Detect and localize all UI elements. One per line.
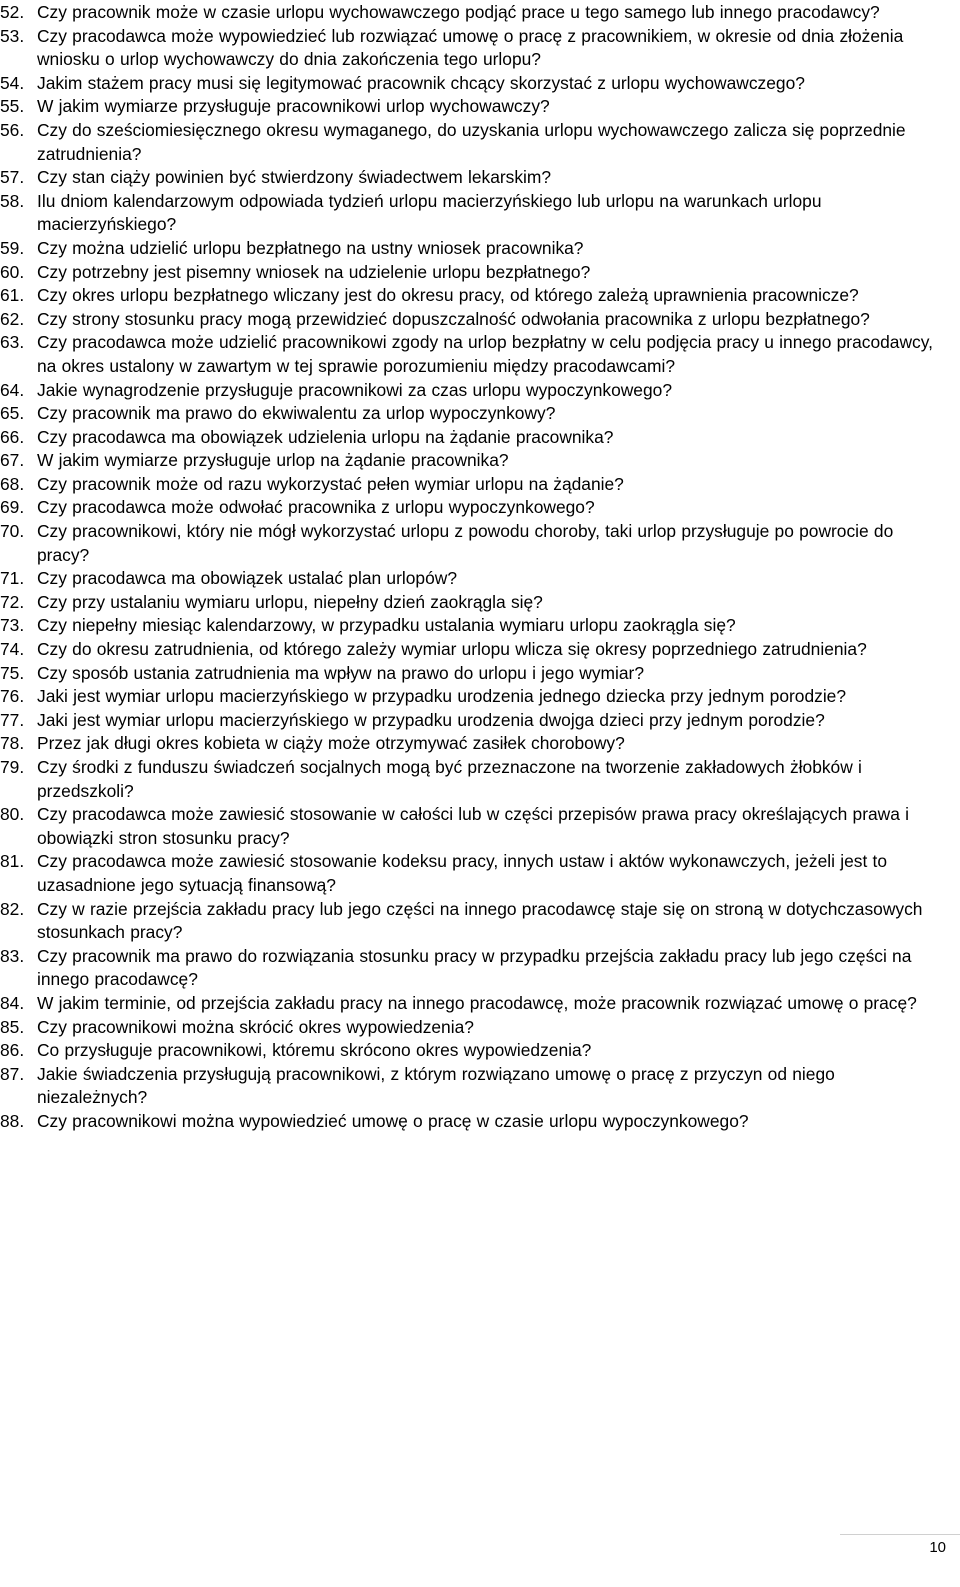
question-number: 79. <box>0 757 25 777</box>
question-text: Czy okres urlopu bezpłatnego wliczany jest do okresu pracy, od którego zależą uprawnienia pracownicze? <box>37 285 859 306</box>
question-item <box>0 284 940 308</box>
question-number: 84. <box>0 992 25 1013</box>
question-item <box>0 72 940 96</box>
question-item <box>0 1110 940 1134</box>
question-item <box>0 190 940 237</box>
question-item <box>0 1016 940 1040</box>
question-item <box>0 1063 940 1110</box>
question-item <box>0 473 940 497</box>
question-text: Czy do okresu zatrudnienia, od którego zależy wymiar urlopu wlicza się okresy poprzedniego zatrudnienia? <box>37 639 867 660</box>
question-item <box>0 25 940 72</box>
question-text: Czy pracodawca może zawiesić stosowanie w całości lub w części przepisów prawa pracy określających prawa i obowiązki stron stosunku pracy? <box>37 804 910 848</box>
question-item <box>0 166 940 190</box>
question-text: Czy pracownik ma prawo do ekwiwalentu za urlop wypoczynkowy? <box>37 403 556 424</box>
question-text: Jaki jest wymiar urlopu macierzyńskiego w przypadku urodzenia jednego dziecka przy jednym porodzie? <box>37 686 847 707</box>
question-item <box>0 638 940 662</box>
question-text: Czy pracodawca może odwołać pracownika z urlopu wypoczynkowego? <box>37 497 595 518</box>
question-number: 58. <box>0 190 25 211</box>
question-text: Jakim stażem pracy musi się legitymować pracownik chcący skorzystać z urlopu wychowawczego? <box>37 72 805 93</box>
question-item <box>0 119 940 166</box>
question-text: Co przysługuje pracownikowi, któremu skrócono okres wypowiedzenia? <box>37 1040 592 1061</box>
question-text: Czy pracownikowi, który nie mógł wykorzystać urlopu z powodu choroby, taki urlop przysługuje po powrocie do pracy? <box>37 521 894 565</box>
question-number: 64. <box>0 379 25 400</box>
question-text: Czy pracownik może w czasie urlopu wychowawczego podjąć prace u tego samego lub innego pracodawcy? <box>37 2 880 22</box>
question-number: 71. <box>0 568 25 589</box>
question-text: Czy pracownik może od razu wykorzystać pełen wymiar urlopu na żądanie? <box>37 473 624 494</box>
question-number: 52. <box>0 2 25 22</box>
question-number: 74. <box>0 639 25 660</box>
question-item <box>0 379 940 403</box>
question-text: Czy pracownik ma prawo do rozwiązania stosunku pracy w przypadku przejścia zakładu pracy lub jego części na innego pracodawcę? <box>37 945 912 990</box>
question-text: Czy sposób ustania zatrudnienia ma wpływ na prawo do urlopu i jego wymiar? <box>37 662 645 683</box>
question-item <box>0 992 940 1016</box>
question-number: 77. <box>0 709 25 730</box>
question-text: Czy pracodawca może wypowiedzieć lub rozwiązać umowę o pracę z pracownikiem, w okresie od dnia złożenia wniosku o urlop wychowawczy do dnia zakończenia tego urlopu? <box>37 25 904 70</box>
question-item <box>0 402 940 426</box>
question-number: 55. <box>0 96 25 117</box>
question-item <box>0 520 940 567</box>
footer-rule <box>840 1534 960 1535</box>
question-item <box>0 850 940 897</box>
question-number: 70. <box>0 521 25 542</box>
question-text: Czy pracownikowi można skrócić okres wypowiedzenia? <box>37 1016 474 1037</box>
question-item <box>0 945 940 992</box>
question-item <box>0 237 940 261</box>
question-number: 81. <box>0 851 25 872</box>
question-text: Czy potrzebny jest pisemny wniosek na udzielenie urlopu bezpłatnego? <box>37 261 591 282</box>
question-number: 83. <box>0 945 25 966</box>
question-number: 68. <box>0 473 25 494</box>
question-item <box>0 1 940 25</box>
question-item <box>0 662 940 686</box>
question-number: 56. <box>0 119 25 140</box>
question-number: 73. <box>0 615 25 636</box>
question-item <box>0 95 940 119</box>
question-number: 78. <box>0 733 25 754</box>
question-text: Czy strony stosunku pracy mogą przewidzieć dopuszczalność odwołania pracownika z urlopu bezpłatnego? <box>37 308 870 329</box>
question-text: Ilu dniom kalendarzowym odpowiada tydzień urlopu macierzyńskiego lub urlopu na warunkach urlopu macierzyńskiego? <box>37 190 822 235</box>
question-number: 60. <box>0 261 25 282</box>
question-number: 85. <box>0 1016 25 1037</box>
question-item <box>0 331 940 378</box>
question-item <box>0 732 940 756</box>
question-number: 67. <box>0 450 25 471</box>
question-item <box>0 261 940 285</box>
page-number: 10 <box>929 1539 946 1556</box>
question-text: Czy pracodawca może zawiesić stosowanie kodeksu pracy, innych ustaw i aktów wykonawczych, jeżeli jest to uzasadnione jego sytuacją finansową? <box>37 851 888 895</box>
question-item <box>0 614 940 638</box>
question-number: 87. <box>0 1063 25 1084</box>
question-item <box>0 308 940 332</box>
question-number: 72. <box>0 591 25 612</box>
question-text: Przez jak długi okres kobieta w ciąży może otrzymywać zasiłek chorobowy? <box>37 733 625 754</box>
question-text: Jakie świadczenia przysługują pracownikowi, z którym rozwiązano umowę o pracę z przyczyn od niego niezależnych? <box>37 1063 835 1108</box>
question-number: 86. <box>0 1040 25 1061</box>
question-text: Czy pracownikowi można wypowiedzieć umowę o pracę w czasie urlopu wypoczynkowego? <box>37 1110 749 1131</box>
question-number: 62. <box>0 308 25 329</box>
question-text: Czy niepełny miesiąc kalendarzowy, w przypadku ustalania wymiaru urlopu zaokrągla się? <box>37 615 736 636</box>
question-text: Jakie wynagrodzenie przysługuje pracownikowi za czas urlopu wypoczynkowego? <box>37 379 672 400</box>
question-item <box>0 1039 940 1063</box>
question-text: Czy można udzielić urlopu bezpłatnego na ustny wniosek pracownika? <box>37 237 584 258</box>
question-number: 75. <box>0 662 25 683</box>
question-text: Czy stan ciąży powinien być stwierdzony świadectwem lekarskim? <box>37 167 552 188</box>
question-text: Czy środki z funduszu świadczeń socjalnych mogą być przeznaczone na tworzenie zakładowych żłobków i przedszkoli? <box>37 757 862 801</box>
question-text: W jakim wymiarze przysługuje pracownikowi urlop wychowawczy? <box>37 96 550 117</box>
question-item <box>0 709 940 733</box>
question-item <box>0 449 940 473</box>
question-text: Czy pracodawca może udzielić pracownikowi zgody na urlop bezpłatny w celu podjęcia pracy u innego pracodawcy, na okres ustalony w zawartym w tej sprawie porozumieniu między pracodawcami? <box>37 332 933 376</box>
question-number: 53. <box>0 25 25 46</box>
question-number: 61. <box>0 285 25 306</box>
question-text: Czy do sześciomiesięcznego okresu wymaganego, do uzyskania urlopu wychowawczego zalicza się poprzednie zatrudnienia? <box>37 119 906 164</box>
question-number: 80. <box>0 804 25 825</box>
question-text: Czy przy ustalaniu wymiaru urlopu, niepełny dzień zaokrągla się? <box>37 591 543 612</box>
question-number: 54. <box>0 72 25 93</box>
question-number: 76. <box>0 686 25 707</box>
question-text: Czy pracodawca ma obowiązek udzielenia urlopu na żądanie pracownika? <box>37 426 614 447</box>
question-item <box>0 898 940 945</box>
question-number: 66. <box>0 426 25 447</box>
question-number: 69. <box>0 497 25 518</box>
question-item <box>0 756 940 803</box>
question-number: 88. <box>0 1110 25 1131</box>
question-item <box>0 685 940 709</box>
question-number: 82. <box>0 898 25 919</box>
question-item <box>0 567 940 591</box>
question-list <box>0 1 940 1134</box>
question-number: 59. <box>0 237 25 258</box>
question-text: Jaki jest wymiar urlopu macierzyńskiego w przypadku urodzenia dwojga dzieci przy jednym porodzie? <box>37 709 825 730</box>
question-text: W jakim wymiarze przysługuje urlop na żądanie pracownika? <box>37 450 509 471</box>
question-number: 57. <box>0 167 25 188</box>
question-number: 63. <box>0 332 25 353</box>
question-item <box>0 803 940 850</box>
question-text: Czy pracodawca ma obowiązek ustalać plan urlopów? <box>37 568 457 589</box>
question-item <box>0 496 940 520</box>
question-text: Czy w razie przejścia zakładu pracy lub jego części na innego pracodawcę staje się on stroną w dotychczasowych stosunkach pracy? <box>37 898 923 943</box>
question-item <box>0 426 940 450</box>
question-text: W jakim terminie, od przejścia zakładu pracy na innego pracodawcę, może pracownik rozwiązać umowę o pracę? <box>37 992 917 1013</box>
question-item <box>0 591 940 615</box>
question-number: 65. <box>0 403 25 424</box>
